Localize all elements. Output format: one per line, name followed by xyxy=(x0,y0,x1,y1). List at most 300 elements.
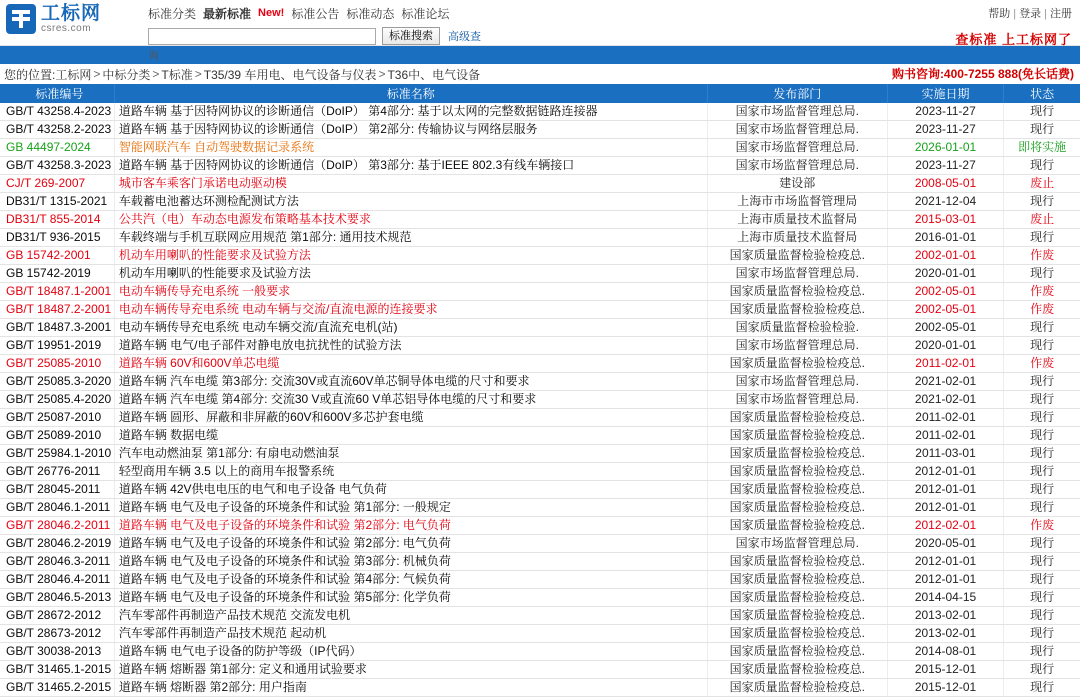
cell-standard-number-link[interactable]: GB/T 28046.5-2013 xyxy=(6,590,112,604)
cell-standard-number[interactable] xyxy=(0,103,114,121)
cell-date: 2012-01-01 xyxy=(887,553,1003,571)
cell-date: 2020-01-01 xyxy=(887,265,1003,283)
site-header xyxy=(0,0,1080,62)
cell-date: 2011-02-01 xyxy=(887,427,1003,445)
cell-standard-name-link[interactable]: 道路车辆 圆形、屏蔽和非屏蔽的60V和600V多芯护套电缆 xyxy=(118,410,424,424)
table-row[interactable] xyxy=(0,535,1080,553)
cell-standard-name[interactable] xyxy=(114,517,707,535)
cell-standard-number[interactable] xyxy=(0,157,114,175)
cell-standard-name-link[interactable]: 电动车辆传导充电系统 电动车辆交流/直流充电机(站) xyxy=(118,320,398,334)
cell-standard-number-link[interactable]: GB/T 28046.1-2011 xyxy=(6,500,111,514)
cell-department: 国家市场监督管理总局. xyxy=(707,157,887,175)
cell-date: 2014-04-15 xyxy=(887,589,1003,607)
cell-standard-name[interactable] xyxy=(114,319,707,337)
cell-standard-name-link[interactable]: 车载终端与手机互联网应用规范 第1部分: 通用技术规范 xyxy=(118,230,412,244)
cell-standard-number[interactable] xyxy=(0,337,114,355)
cell-standard-number-link[interactable]: GB/T 18487.2-2001 xyxy=(6,302,112,316)
nav-item-news[interactable]: 标准动态 xyxy=(346,6,395,21)
table-row[interactable] xyxy=(0,589,1080,607)
cell-standard-name-link[interactable]: 道路车辆 汽车电缆 第3部分: 交流30V或直流60V单芯铜导体电缆的尺寸和要求 xyxy=(118,374,530,388)
cell-standard-number-link[interactable]: GB/T 25085.3-2020 xyxy=(6,374,112,388)
cell-department: 国家市场监督管理总局. xyxy=(707,103,887,121)
cell-standard-number-link[interactable]: GB/T 19951-2019 xyxy=(6,338,102,352)
cell-department: 国家市场监督管理总局. xyxy=(707,337,887,355)
cell-standard-name-link[interactable]: 道路车辆 熔断器 第2部分: 用户指南 xyxy=(118,680,307,694)
cell-standard-name[interactable] xyxy=(114,661,707,679)
logo-icon xyxy=(6,4,36,34)
promo-slogan: 查标准 上工标网了 xyxy=(955,32,1072,47)
status-badge: 现行 xyxy=(1004,445,1080,463)
cell-standard-number-link[interactable]: GB/T 25085-2010 xyxy=(6,356,102,370)
cell-date: 2015-12-01 xyxy=(887,679,1003,697)
cell-date: 2008-05-01 xyxy=(887,175,1003,193)
logo-title: 工标网 xyxy=(41,3,102,24)
breadcrumb-item-1[interactable]: 中标分类 xyxy=(102,67,151,82)
cell-standard-name-link[interactable]: 汽车零部件再制造产品技术规范 交流发电机 xyxy=(118,608,351,622)
cell-department: 国家质量监督检验检疫总. xyxy=(707,589,887,607)
col-dept: 发布部门 xyxy=(707,84,887,103)
col-number: 标准编号 xyxy=(0,84,114,103)
cell-date: 2011-02-01 xyxy=(887,355,1003,373)
cell-standard-name[interactable] xyxy=(114,499,707,517)
cell-standard-name[interactable] xyxy=(114,607,707,625)
cell-standard-name-link[interactable]: 道路车辆 电气及电子设备的环境条件和试验 第1部分: 一般规定 xyxy=(118,500,451,514)
table-row[interactable] xyxy=(0,553,1080,571)
table-row[interactable] xyxy=(0,661,1080,679)
cell-standard-name-link[interactable]: 道路车辆 60V和600V单芯电缆 xyxy=(118,356,280,370)
status-badge: 现行 xyxy=(1004,265,1080,283)
cell-department: 国家质量监督检验检疫总. xyxy=(707,445,887,463)
cell-standard-number[interactable] xyxy=(0,445,114,463)
cell-date: 2023-11-27 xyxy=(887,103,1003,121)
cell-standard-number[interactable] xyxy=(0,661,114,679)
cell-standard-name-link[interactable]: 道路车辆 电气/电子部件对静电放电抗扰性的试验方法 xyxy=(118,338,402,352)
cell-standard-name[interactable] xyxy=(114,553,707,571)
contact-phone: 购书咨询:400-7255 888(免长话费) xyxy=(891,67,1074,81)
cell-date: 2002-05-01 xyxy=(887,283,1003,301)
cell-standard-number-link[interactable]: GB/T 26776-2011 xyxy=(6,464,101,478)
cell-standard-number[interactable] xyxy=(0,283,114,301)
status-badge: 现行 xyxy=(1004,121,1080,139)
cell-standard-name[interactable] xyxy=(114,535,707,553)
cell-standard-name[interactable] xyxy=(114,589,707,607)
cell-standard-number-link[interactable]: GB/T 28673-2012 xyxy=(6,626,102,640)
cell-department: 国家质量监督检验检疫总. xyxy=(707,409,887,427)
cell-standard-number[interactable] xyxy=(0,301,114,319)
table-body xyxy=(0,103,1080,697)
advanced-search-link[interactable]: 高级查 xyxy=(448,31,481,43)
cell-standard-number-link[interactable]: GB 15742-2001 xyxy=(6,248,91,262)
cell-department: 国家质量监督检验检疫总. xyxy=(707,283,887,301)
cell-department: 国家质量监督检验检疫总. xyxy=(707,607,887,625)
cell-department: 国家市场监督管理总局. xyxy=(707,121,887,139)
table-row[interactable] xyxy=(0,625,1080,643)
cell-standard-name[interactable] xyxy=(114,571,707,589)
cell-standard-name[interactable] xyxy=(114,373,707,391)
table-row[interactable] xyxy=(0,517,1080,535)
search-button[interactable]: 标准搜索 xyxy=(382,27,440,45)
table-row[interactable] xyxy=(0,643,1080,661)
header-nav xyxy=(140,0,820,63)
cell-standard-number[interactable] xyxy=(0,589,114,607)
cell-date: 2002-01-01 xyxy=(887,247,1003,265)
cell-department: 国家市场监督管理总局. xyxy=(707,139,887,157)
register-link[interactable]: 注册 xyxy=(1050,8,1072,20)
table-row[interactable] xyxy=(0,571,1080,589)
cell-standard-number-link[interactable]: DB31/T 936-2015 xyxy=(6,230,101,244)
cell-standard-number-link[interactable]: GB/T 28672-2012 xyxy=(6,608,102,622)
table-row[interactable] xyxy=(0,337,1080,355)
cell-department: 上海市质量技术监督局 xyxy=(707,229,887,247)
cell-standard-number-link[interactable]: GB/T 18487.3-2001 xyxy=(6,320,112,334)
cell-standard-number[interactable] xyxy=(0,175,114,193)
cell-standard-number[interactable] xyxy=(0,373,114,391)
cell-department: 国家市场监督管理总局. xyxy=(707,391,887,409)
cell-standard-number[interactable] xyxy=(0,319,114,337)
cell-standard-number-link[interactable]: GB/T 25089-2010 xyxy=(6,428,102,442)
table-row[interactable] xyxy=(0,121,1080,139)
cell-standard-number-link[interactable]: GB/T 43258.2-2023 xyxy=(6,122,112,136)
cell-standard-name-link[interactable]: 城市客车乘客门承诺电动驱动模 xyxy=(118,176,287,190)
col-name: 标准名称 xyxy=(114,84,707,103)
cell-date: 2012-01-01 xyxy=(887,481,1003,499)
cell-standard-number-link[interactable]: CJ/T 269-2007 xyxy=(6,176,86,190)
cell-date: 2023-11-27 xyxy=(887,157,1003,175)
cell-standard-number[interactable] xyxy=(0,355,114,373)
cell-department: 国家质量监督检验检疫总. xyxy=(707,355,887,373)
status-badge: 现行 xyxy=(1004,373,1080,391)
cell-department: 国家市场监督管理总局. xyxy=(707,265,887,283)
status-badge: 现行 xyxy=(1004,319,1080,337)
cell-standard-number[interactable] xyxy=(0,643,114,661)
cell-standard-number-link[interactable]: GB/T 18487.1-2001 xyxy=(6,284,112,298)
table-row[interactable] xyxy=(0,607,1080,625)
cell-standard-number[interactable] xyxy=(0,607,114,625)
cell-department: 国家质量监督检验检疫总. xyxy=(707,553,887,571)
cell-standard-name-link[interactable]: 机动车用喇叭的性能要求及试验方法 xyxy=(118,266,311,280)
table-row[interactable] xyxy=(0,103,1080,121)
cell-standard-name-link[interactable]: 道路车辆 汽车电缆 第4部分: 交流30 V或直流60 V单芯铝导体电缆的尺寸和要求 xyxy=(118,392,537,406)
cell-standard-name-link[interactable]: 汽车零部件再制造产品技术规范 起动机 xyxy=(118,626,327,640)
cell-standard-number[interactable] xyxy=(0,211,114,229)
cell-department: 上海市质量技术监督局 xyxy=(707,211,887,229)
cell-standard-name[interactable] xyxy=(114,463,707,481)
cell-date: 2016-01-01 xyxy=(887,229,1003,247)
cell-standard-name[interactable] xyxy=(114,625,707,643)
cell-standard-name[interactable] xyxy=(114,427,707,445)
cell-standard-name[interactable] xyxy=(114,283,707,301)
table-row[interactable] xyxy=(0,283,1080,301)
cell-standard-name[interactable] xyxy=(114,229,707,247)
cell-standard-name-link[interactable]: 车载蓄电池蓄达环测检配测试方法 xyxy=(118,194,299,208)
status-badge: 即将实施 xyxy=(1004,139,1080,157)
search-input[interactable] xyxy=(148,28,376,45)
cell-department: 国家质量监督检验检疫总. xyxy=(707,247,887,265)
cell-date: 2020-05-01 xyxy=(887,535,1003,553)
cell-standard-number[interactable] xyxy=(0,265,114,283)
cell-department: 国家质量监督检验检疫总. xyxy=(707,463,887,481)
cell-standard-number-link[interactable]: GB/T 28045-2011 xyxy=(6,482,101,496)
cell-standard-name[interactable] xyxy=(114,193,707,211)
table-header xyxy=(0,84,1080,103)
status-badge: 现行 xyxy=(1004,481,1080,499)
cell-department: 国家质量监督检验检疫总. xyxy=(707,481,887,499)
search-bar xyxy=(148,27,820,45)
cell-department: 国家质量监督检验检疫总. xyxy=(707,661,887,679)
search-hint: 询 xyxy=(148,50,159,62)
cell-standard-number[interactable] xyxy=(0,121,114,139)
cell-standard-number-link[interactable]: GB 44497-2024 xyxy=(6,140,91,154)
table-row[interactable] xyxy=(0,355,1080,373)
cell-standard-number[interactable] xyxy=(0,427,114,445)
breadcrumb-item-2[interactable]: T标准 xyxy=(161,67,193,82)
cell-standard-number[interactable] xyxy=(0,463,114,481)
status-badge: 现行 xyxy=(1004,589,1080,607)
cell-standard-number-link[interactable]: GB/T 31465.2-2015 xyxy=(6,680,112,694)
nav-links xyxy=(148,4,820,22)
status-badge: 现行 xyxy=(1004,157,1080,175)
status-badge: 现行 xyxy=(1004,337,1080,355)
cell-standard-number[interactable] xyxy=(0,229,114,247)
breadcrumb-item-0[interactable]: 您的位置:工标网 xyxy=(4,67,92,82)
cell-department: 国家质量监督检验检疫总. xyxy=(707,499,887,517)
cell-standard-name-link[interactable]: 道路车辆 电气及电子设备的环境条件和试验 第3部分: 机械负荷 xyxy=(118,554,451,568)
cell-standard-name[interactable] xyxy=(114,391,707,409)
status-badge: 现行 xyxy=(1004,103,1080,121)
cell-standard-name-link[interactable]: 智能网联汽车 自动驾驶数据记录系统 xyxy=(118,140,315,154)
status-badge: 作废 xyxy=(1004,247,1080,265)
cell-standard-number[interactable] xyxy=(0,247,114,265)
cell-standard-number-link[interactable]: DB31/T 855-2014 xyxy=(6,212,101,226)
status-badge: 现行 xyxy=(1004,661,1080,679)
cell-standard-number-link[interactable]: GB/T 25085.4-2020 xyxy=(6,392,112,406)
cell-standard-name[interactable] xyxy=(114,265,707,283)
cell-date: 2014-08-01 xyxy=(887,643,1003,661)
cell-standard-number[interactable] xyxy=(0,517,114,535)
cell-department: 国家质量监督检验检疫总. xyxy=(707,427,887,445)
cell-standard-name[interactable] xyxy=(114,481,707,499)
cell-department: 国家质量监督检验检疫总. xyxy=(707,517,887,535)
cell-date: 2021-02-01 xyxy=(887,391,1003,409)
cell-date: 2026-01-01 xyxy=(887,139,1003,157)
table-row[interactable] xyxy=(0,463,1080,481)
cell-standard-name-link[interactable]: 公共汽（电）车动态电源发布策略基本技术要求 xyxy=(118,212,371,226)
nav-item-latest[interactable]: 最新标准 xyxy=(203,6,252,21)
cell-standard-name[interactable] xyxy=(114,355,707,373)
cell-standard-name[interactable] xyxy=(114,139,707,157)
status-badge: 现行 xyxy=(1004,535,1080,553)
cell-standard-name-link[interactable]: 电动车辆传导充电系统 电动车辆与交流/直流电源的连接要求 xyxy=(118,302,438,316)
help-link[interactable]: 帮助 xyxy=(988,8,1011,20)
cell-standard-name-link[interactable]: 道路车辆 基于因特网协议的诊断通信（DoIP） 第3部分: 基于IEEE 802.3有线车辆接口 xyxy=(118,158,575,172)
table-row[interactable] xyxy=(0,265,1080,283)
cell-standard-name-link[interactable]: 道路车辆 电气及电子设备的环境条件和试验 第4部分: 气候负荷 xyxy=(118,572,451,586)
cell-standard-number[interactable] xyxy=(0,625,114,643)
cell-standard-name[interactable] xyxy=(114,211,707,229)
cell-standard-name-link[interactable]: 道路车辆 电气及电子设备的环境条件和试验 第2部分: 电气负荷 xyxy=(118,518,451,532)
cell-standard-number[interactable] xyxy=(0,193,114,211)
table-row[interactable] xyxy=(0,427,1080,445)
cell-standard-number[interactable] xyxy=(0,139,114,157)
nav-item-announcement[interactable]: 标准公告 xyxy=(291,6,340,21)
cell-date: 2012-01-01 xyxy=(887,463,1003,481)
status-badge: 现行 xyxy=(1004,463,1080,481)
cell-date: 2002-05-01 xyxy=(887,301,1003,319)
status-badge: 现行 xyxy=(1004,607,1080,625)
cell-standard-number[interactable] xyxy=(0,499,114,517)
table-row[interactable] xyxy=(0,391,1080,409)
table-row[interactable] xyxy=(0,193,1080,211)
status-badge: 现行 xyxy=(1004,391,1080,409)
cell-department: 国家市场监督管理总局. xyxy=(707,535,887,553)
col-date: 实施日期 xyxy=(887,84,1003,103)
cell-standard-name[interactable] xyxy=(114,337,707,355)
account-area: 帮助 | 登录 | 注册 查标准 上工标网了 xyxy=(820,0,1080,48)
cell-standard-name[interactable] xyxy=(114,157,707,175)
cell-standard-name-link[interactable]: 道路车辆 数据电缆 xyxy=(118,428,219,442)
breadcrumb-item-3[interactable]: T35/39 车用电、电气设备与仪表 xyxy=(203,67,377,82)
cell-standard-name[interactable] xyxy=(114,301,707,319)
cell-standard-number[interactable] xyxy=(0,679,114,697)
status-badge: 废止 xyxy=(1004,175,1080,193)
table-row[interactable] xyxy=(0,139,1080,157)
cell-standard-name[interactable] xyxy=(114,121,707,139)
cell-date: 2011-02-01 xyxy=(887,409,1003,427)
cell-standard-number-link[interactable]: GB/T 25984.1-2010 xyxy=(6,446,112,460)
status-badge: 废止 xyxy=(1004,211,1080,229)
table-row[interactable] xyxy=(0,679,1080,697)
cell-date: 2012-01-01 xyxy=(887,571,1003,589)
status-badge: 现行 xyxy=(1004,229,1080,247)
standards-table xyxy=(0,84,1080,697)
cell-standard-name-link[interactable]: 道路车辆 基于因特网协议的诊断通信（DoIP） 第2部分: 传输协议与网络层服务 xyxy=(118,122,538,136)
cell-standard-number-link[interactable]: GB/T 28046.2-2011 xyxy=(6,518,111,532)
table-row[interactable] xyxy=(0,211,1080,229)
cell-standard-number-link[interactable]: GB 15742-2019 xyxy=(6,266,91,280)
site-logo[interactable] xyxy=(0,0,140,34)
cell-date: 2015-12-01 xyxy=(887,661,1003,679)
cell-date: 2012-01-01 xyxy=(887,499,1003,517)
cell-standard-name-link[interactable]: 道路车辆 电气及电子设备的环境条件和试验 第5部分: 化学负荷 xyxy=(118,590,451,604)
cell-date: 2011-03-01 xyxy=(887,445,1003,463)
cell-standard-number[interactable] xyxy=(0,391,114,409)
cell-standard-name-link[interactable]: 道路车辆 42V供电电压的电气和电子设备 电气负荷 xyxy=(118,482,387,496)
cell-standard-name[interactable] xyxy=(114,247,707,265)
breadcrumb-item-4[interactable]: T36中、电气设备 xyxy=(387,67,481,82)
cell-standard-number-link[interactable]: GB/T 28046.4-2011 xyxy=(6,572,111,586)
logo-subtitle: csres.com xyxy=(41,22,92,34)
login-link[interactable]: 登录 xyxy=(1019,8,1042,20)
cell-standard-number-link[interactable]: DB31/T 1315-2021 xyxy=(6,194,108,208)
new-badge: New! xyxy=(258,7,285,19)
breadcrumb: 您的位置:工标网 > 中标分类 > T标准 > T35/39 车用电、电气设备与仪表 > T36中、电气设备 购书咨询:400-7255 888(免长话费) xyxy=(4,67,1074,82)
cell-standard-name[interactable] xyxy=(114,409,707,427)
cell-standard-name[interactable] xyxy=(114,175,707,193)
table-row[interactable] xyxy=(0,157,1080,175)
cell-standard-number[interactable] xyxy=(0,481,114,499)
status-badge: 现行 xyxy=(1004,625,1080,643)
status-badge: 作废 xyxy=(1004,355,1080,373)
cell-standard-number-link[interactable]: GB/T 43258.3-2023 xyxy=(6,158,112,172)
cell-department: 国家质量监督检验检疫总. xyxy=(707,301,887,319)
nav-item-categories[interactable]: 标准分类 xyxy=(148,6,197,21)
cell-date: 2021-12-04 xyxy=(887,193,1003,211)
cell-standard-number-link[interactable]: GB/T 28046.3-2011 xyxy=(6,554,111,568)
cell-standard-name[interactable] xyxy=(114,103,707,121)
cell-standard-name-link[interactable]: 汽车电动燃油泵 第1部分: 有扇电动燃油泵 xyxy=(118,446,340,460)
cell-standard-name-link[interactable]: 电动车辆传导充电系统 一般要求 xyxy=(118,284,291,298)
cell-standard-name[interactable] xyxy=(114,679,707,697)
status-badge: 现行 xyxy=(1004,643,1080,661)
cell-standard-number[interactable] xyxy=(0,409,114,427)
status-badge: 现行 xyxy=(1004,427,1080,445)
cell-date: 2013-02-01 xyxy=(887,607,1003,625)
cell-department: 国家质量监督检验检疫总. xyxy=(707,679,887,697)
table-row[interactable] xyxy=(0,481,1080,499)
status-badge: 现行 xyxy=(1004,409,1080,427)
cell-department: 国家市场监督管理总局. xyxy=(707,373,887,391)
table-row[interactable] xyxy=(0,301,1080,319)
logo-text xyxy=(41,4,101,34)
status-badge: 现行 xyxy=(1004,679,1080,697)
cell-department: 国家质量监督检验检疫总. xyxy=(707,571,887,589)
cell-standard-number-link[interactable]: GB/T 43258.4-2023 xyxy=(6,104,112,118)
cell-date: 2013-02-01 xyxy=(887,625,1003,643)
table-row[interactable] xyxy=(0,499,1080,517)
cell-standard-name-link[interactable]: 道路车辆 熔断器 第1部分: 定义和通用试验要求 xyxy=(118,662,367,676)
cell-standard-number-link[interactable]: GB/T 30038-2013 xyxy=(6,644,102,658)
table-row[interactable] xyxy=(0,319,1080,337)
status-badge: 现行 xyxy=(1004,499,1080,517)
cell-standard-number-link[interactable]: GB/T 28046.2-2019 xyxy=(6,536,112,550)
cell-standard-name[interactable] xyxy=(114,445,707,463)
cell-date: 2020-01-01 xyxy=(887,337,1003,355)
cell-standard-name-link[interactable]: 道路车辆 电气及电子设备的环境条件和试验 第2部分: 电气负荷 xyxy=(118,536,451,550)
cell-standard-name[interactable] xyxy=(114,643,707,661)
cell-department: 国家质量监督检验检疫总. xyxy=(707,625,887,643)
cell-date: 2021-02-01 xyxy=(887,373,1003,391)
cell-date: 2012-02-01 xyxy=(887,517,1003,535)
cell-standard-name-link[interactable]: 轻型商用车辆 3.5 以上的商用车报警系统 xyxy=(118,464,335,478)
cell-standard-name-link[interactable]: 道路车辆 电气电子设备的防护等级（IP代码） xyxy=(118,644,362,658)
table-row[interactable] xyxy=(0,373,1080,391)
table-row[interactable] xyxy=(0,409,1080,427)
cell-date: 2023-11-27 xyxy=(887,121,1003,139)
cell-standard-name-link[interactable]: 机动车用喇叭的性能要求及试验方法 xyxy=(118,248,311,262)
table-row[interactable] xyxy=(0,229,1080,247)
cell-department: 国家质量监督检验检验. xyxy=(707,319,887,337)
cell-standard-name-link[interactable]: 道路车辆 基于因特网协议的诊断通信（DoIP） 第4部分: 基于以太网的完整数据链路连接器 xyxy=(118,104,598,118)
status-badge: 现行 xyxy=(1004,553,1080,571)
status-badge: 现行 xyxy=(1004,193,1080,211)
cell-standard-number[interactable] xyxy=(0,535,114,553)
cell-department: 上海市市场监督管理局 xyxy=(707,193,887,211)
cell-standard-number[interactable] xyxy=(0,571,114,589)
table-row[interactable] xyxy=(0,175,1080,193)
cell-standard-number[interactable] xyxy=(0,553,114,571)
status-badge: 作废 xyxy=(1004,301,1080,319)
nav-item-forum[interactable]: 标准论坛 xyxy=(401,6,450,21)
col-status: 状态 xyxy=(1004,84,1080,103)
cell-department: 建设部 xyxy=(707,175,887,193)
cell-standard-number-link[interactable]: GB/T 31465.1-2015 xyxy=(6,662,112,676)
table-row[interactable] xyxy=(0,445,1080,463)
status-badge: 现行 xyxy=(1004,571,1080,589)
table-row[interactable] xyxy=(0,247,1080,265)
status-badge: 作废 xyxy=(1004,517,1080,535)
cell-date: 2002-05-01 xyxy=(887,319,1003,337)
cell-standard-number-link[interactable]: GB/T 25087-2010 xyxy=(6,410,102,424)
